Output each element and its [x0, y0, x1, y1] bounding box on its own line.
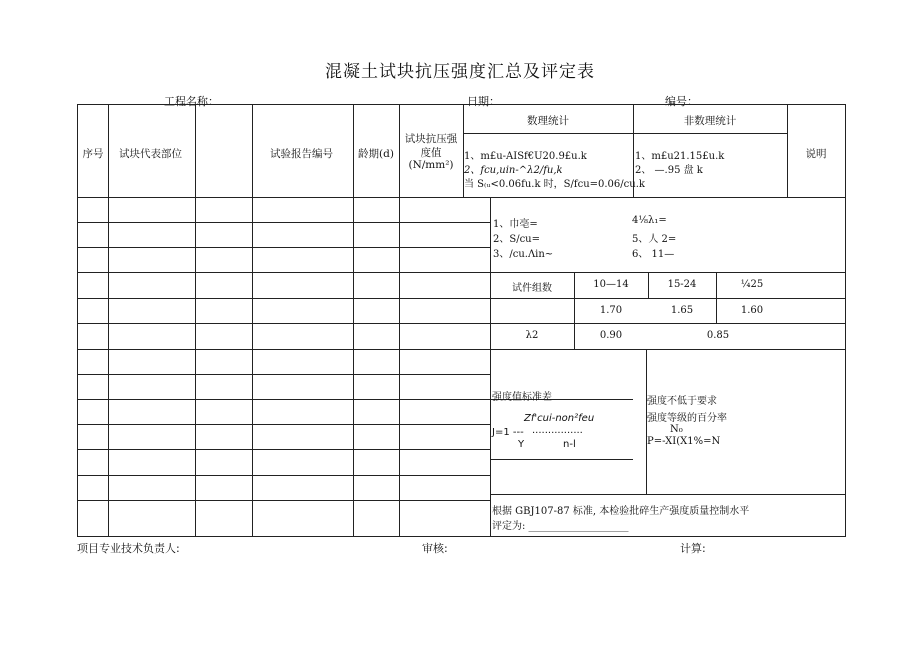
col-strength-2: 度值 — [420, 147, 442, 159]
param-2: 2、S/cu= — [493, 234, 541, 245]
std-dev-lhs: J=1 --- — [492, 427, 524, 438]
param-6: 6、 11— — [632, 249, 675, 260]
col-age: 龄期(d) — [358, 148, 394, 160]
number-label: 编号： — [665, 95, 698, 108]
pct-line-4: P=-XI(X1%=N — [647, 436, 721, 447]
lambda2-label: λ2 — [525, 330, 539, 341]
group-count-label: 试件组数 — [512, 283, 552, 294]
param-5: 5、人 2= — [632, 234, 677, 245]
stat-formula-1: 1、m£u-AISf€U20.9£u.k — [464, 151, 587, 162]
lambda2-value-2: 0.85 — [706, 330, 730, 341]
pct-line-2: 强度等级的百分率 — [647, 413, 727, 424]
param-1: 1、巾亳= — [493, 219, 538, 230]
conclusion-line-2: 评定为: ____________________ — [492, 521, 629, 532]
col-seq: 序号 — [82, 148, 104, 160]
lambda1-value-2: 1.65 — [670, 305, 694, 316]
date-label: 日期： — [467, 95, 500, 108]
conclusion-line-1: 根据 GBJ107-87 标准, 本检验批碎生产强度质量控制水平 — [492, 506, 750, 517]
group-range-3: ¼25 — [740, 279, 764, 290]
group-range-1: 10—14 — [593, 279, 629, 290]
col-note: 说明 — [805, 148, 827, 160]
stat-formula-2: 2、fcu,uin-^λ2/fu,k — [464, 165, 563, 176]
col-strength-3: (N/mm²) — [408, 159, 454, 171]
nonstat-formula-1: 1、m£u21.15£u.k — [635, 151, 725, 162]
std-dev-denom-n: n-l — [563, 439, 576, 450]
col-stat: 数理统计 — [527, 115, 569, 127]
param-4: 4¹⁄₈λ₁= — [632, 215, 667, 226]
lambda2-value-1: 0.90 — [599, 330, 623, 341]
footer-tech-lead: 项目专业技术负责人: — [77, 542, 180, 555]
pct-line-3: N₀ — [670, 424, 683, 435]
col-report-no: 试验报告编号 — [270, 148, 333, 160]
group-range-2: 15-24 — [667, 279, 697, 290]
col-strength-1: 试块抗压强 — [404, 133, 458, 145]
project-name-label: 工程名称： — [164, 95, 219, 108]
footer-review: 审核: — [422, 542, 448, 555]
std-dev-numerator: Zf'cui-non²feu — [524, 413, 595, 424]
pct-line-1: 强度不低于要求 — [647, 396, 717, 407]
col-part: 试块代表部位 — [119, 148, 182, 160]
std-dev-dots: ................ — [532, 425, 583, 436]
col-nonstat: 非数理统计 — [683, 115, 737, 127]
lambda1-value-3: 1.60 — [740, 305, 764, 316]
lambda1-value-1: 1.70 — [599, 305, 623, 316]
stat-formula-3: 当 S₍ᵤ<0.06fu.k 时，S/fcu=0.06/cu.k — [464, 179, 645, 190]
nonstat-formula-2: 2、 —.95 盘 k — [635, 165, 703, 176]
std-dev-label: 强度值标准差 — [492, 392, 552, 403]
param-3: 3、/cu.Λin~ — [493, 249, 554, 260]
footer-calc: 计算: — [680, 542, 706, 555]
std-dev-denom-y: Y — [518, 439, 525, 450]
page-title: 混凝土试块抗压强度汇总及评定表 — [325, 62, 595, 82]
